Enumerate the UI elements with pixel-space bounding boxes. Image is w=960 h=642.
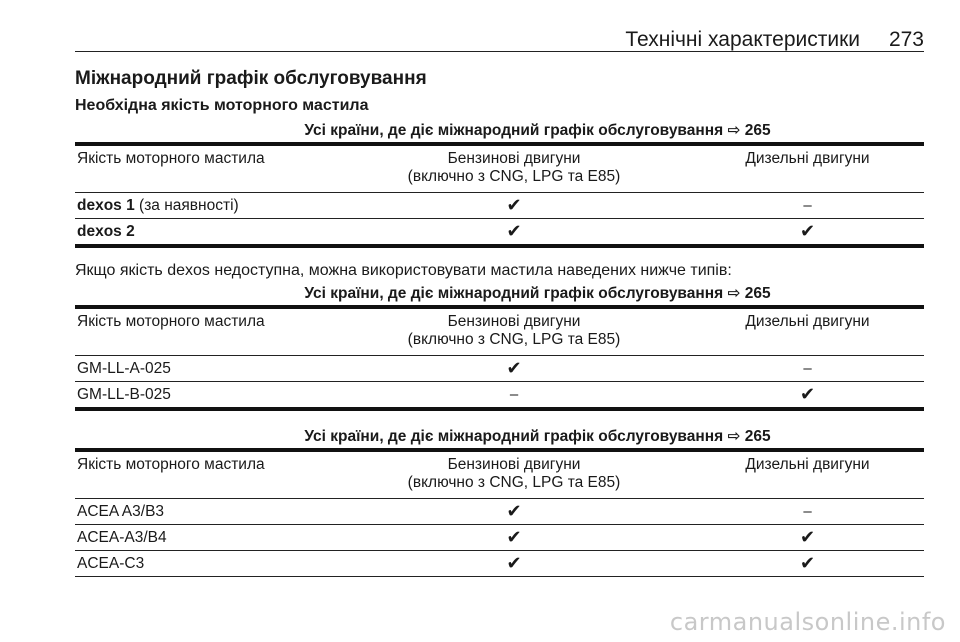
table-caption: Усі країни, де діє міжнародний графік обслуговування ⇨ 265 bbox=[75, 281, 924, 307]
table-row bbox=[75, 356, 924, 382]
oil-name: dexos 2 bbox=[77, 222, 135, 240]
table-row bbox=[75, 551, 924, 577]
col-header-quality: Якість моторного мастила bbox=[77, 313, 265, 330]
page-header-title: Технічні характеристики bbox=[625, 28, 860, 51]
check-icon: ✔ bbox=[337, 525, 689, 551]
dash-mark: – bbox=[689, 499, 924, 525]
dash-mark: – bbox=[337, 382, 689, 410]
col-header-petrol: Бензинові двигуни bbox=[447, 150, 581, 167]
caption-ref-link[interactable]: 265 bbox=[744, 427, 771, 445]
check-icon: ✔ bbox=[689, 551, 924, 577]
section-title: Міжнародний графік обслуговування bbox=[75, 68, 427, 89]
oil-table-dexos bbox=[75, 118, 924, 248]
footer-watermark: carmanualsonline.info bbox=[669, 608, 946, 636]
table-row bbox=[75, 525, 924, 551]
table-row bbox=[75, 193, 924, 219]
sub-title: Необхідна якість моторного мастила bbox=[75, 97, 369, 114]
table-caption: Усі країни, де діє міжнародний графік обслуговування ⇨ 265 bbox=[75, 118, 924, 144]
table-caption: Усі країни, де діє міжнародний графік обслуговування ⇨ 265 bbox=[75, 424, 924, 450]
oil-name: GM-LL-B-025 bbox=[75, 382, 337, 410]
check-icon: ✔ bbox=[337, 219, 689, 247]
header-rule bbox=[75, 51, 924, 52]
oil-suffix: (за наявності) bbox=[134, 196, 239, 214]
col-header-quality: Якість моторного мастила bbox=[77, 150, 265, 167]
page-number: 273 bbox=[888, 28, 924, 51]
oil-name: ACEA-A3/B4 bbox=[75, 525, 337, 551]
col-header-petrol: Бензинові двигуни bbox=[447, 313, 581, 330]
oil-table-acea bbox=[75, 424, 924, 577]
check-icon: ✔ bbox=[689, 219, 924, 247]
oil-name: GM-LL-A-025 bbox=[75, 356, 337, 382]
check-icon: ✔ bbox=[337, 551, 689, 577]
table-row bbox=[75, 219, 924, 247]
arrow-right-icon: ⇨ bbox=[727, 284, 741, 302]
col-header-petrol-note: (включно з CNG, LPG та E85) bbox=[337, 331, 689, 356]
check-icon: ✔ bbox=[337, 193, 689, 219]
col-header-petrol: Бензинові двигуни bbox=[447, 456, 581, 473]
col-header-diesel: Дизельні двигуни bbox=[745, 150, 870, 167]
caption-ref-link[interactable]: 265 bbox=[744, 121, 771, 139]
check-icon: ✔ bbox=[337, 356, 689, 382]
table-row bbox=[75, 382, 924, 410]
note-text: Якщо якість dexos недоступна, можна використовувати мастила наведених нижче типів: bbox=[75, 262, 732, 279]
col-header-diesel: Дизельні двигуни bbox=[745, 456, 870, 473]
check-icon: ✔ bbox=[337, 499, 689, 525]
table-row bbox=[75, 499, 924, 525]
col-header-petrol-note: (включно з CNG, LPG та E85) bbox=[337, 474, 689, 499]
check-icon: ✔ bbox=[689, 382, 924, 410]
col-header-petrol-note: (включно з CNG, LPG та E85) bbox=[337, 168, 689, 193]
dash-mark: – bbox=[689, 356, 924, 382]
col-header-diesel: Дизельні двигуни bbox=[745, 313, 870, 330]
col-header-quality: Якість моторного мастила bbox=[77, 456, 265, 473]
caption-ref-link[interactable]: 265 bbox=[744, 284, 771, 302]
dash-mark: – bbox=[689, 193, 924, 219]
arrow-right-icon: ⇨ bbox=[727, 121, 741, 139]
oil-name: ACEA A3/B3 bbox=[75, 499, 337, 525]
oil-name: dexos 1 bbox=[77, 196, 135, 214]
oil-name: ACEA-C3 bbox=[75, 551, 337, 577]
check-icon: ✔ bbox=[689, 525, 924, 551]
oil-table-gm bbox=[75, 281, 924, 411]
arrow-right-icon: ⇨ bbox=[727, 427, 741, 445]
